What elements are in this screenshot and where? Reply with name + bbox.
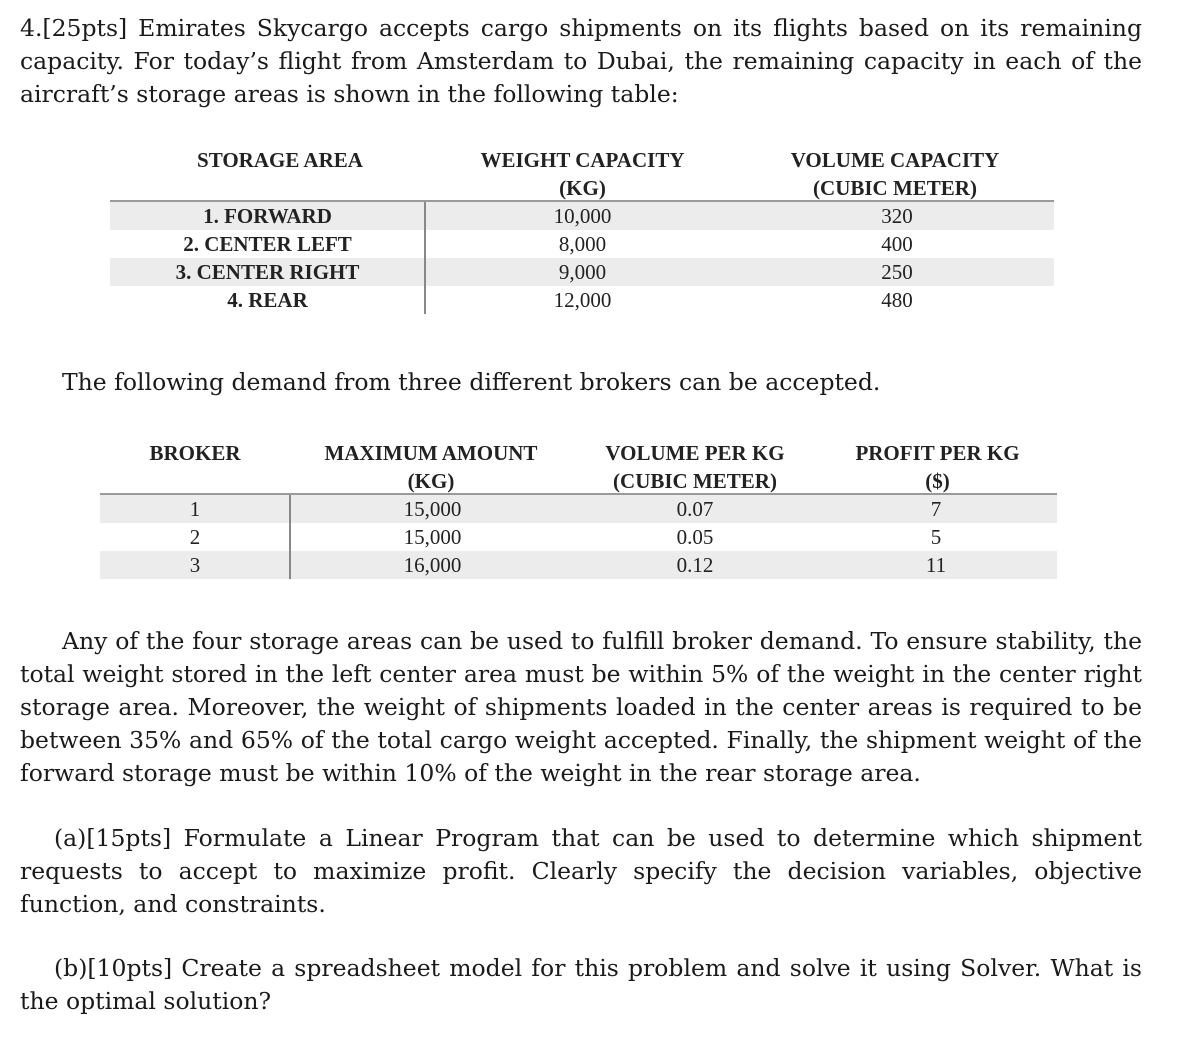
volume-per-kg-cell: 0.07 <box>676 497 714 521</box>
storage-area-cell: 2. CENTER LEFT <box>183 232 352 256</box>
table-row <box>110 230 1054 258</box>
part-a-question: (a)[15pts] Formulate a Linear Program that can be used to determine which shipment requests to accept to maximize profit. Clearly specify the decision variables, objective function, and constraints. <box>20 824 1142 918</box>
constraints-paragraph: Any of the four storage areas can be used to fulfill broker demand. To ensure stability, the total weight stored in the left center area must be within 5% of the weight in the center right storage area. Moreover, the weight of shipments loaded in the center areas is required to be between 35% and 65% of the total cargo weight accepted. Finally, the shipment weight of the forward storage must be within 10% of the weight in the rear storage area. <box>20 627 1142 787</box>
header-volume-capacity: VOLUME CAPACITY (CUBIC METER) <box>790 148 1000 200</box>
table-row <box>100 551 1057 579</box>
table-row <box>110 258 1054 286</box>
volume-cell: 480 <box>881 288 913 312</box>
storage-area-cell: 1. FORWARD <box>203 204 332 228</box>
volume-cell: 320 <box>881 204 913 228</box>
table-row <box>110 202 1054 230</box>
header-maximum-amount: MAXIMUM AMOUNT (KG) <box>324 441 538 493</box>
weight-cell: 10,000 <box>553 204 612 228</box>
broker-cell: 2 <box>189 525 201 549</box>
table-row <box>110 286 1054 314</box>
column-divider <box>289 495 291 579</box>
volume-per-kg-cell: 0.05 <box>676 525 714 549</box>
profit-per-kg-cell: 11 <box>925 553 947 577</box>
table-row <box>100 523 1057 551</box>
weight-cell: 9,000 <box>558 260 607 284</box>
storage-capacity-table <box>110 146 1054 316</box>
broker-demand-table <box>100 439 1057 581</box>
weight-cell: 8,000 <box>558 232 607 256</box>
broker-cell: 1 <box>189 497 201 521</box>
column-divider <box>424 202 426 314</box>
header-storage-area: STORAGE AREA <box>197 148 363 172</box>
max-amount-cell: 16,000 <box>403 553 462 577</box>
storage-area-cell: 4. REAR <box>227 288 308 312</box>
problem-intro: 4.[25pts] Emirates Skycargo accepts cargo shipments on its flights based on its remaining capacity. For today’s flight from Amsterdam to Dubai, the remaining capacity in each of the aircraft’s storage areas is shown in the following table: <box>20 14 1142 108</box>
volume-per-kg-cell: 0.12 <box>676 553 714 577</box>
volume-cell: 250 <box>881 260 913 284</box>
storage-area-cell: 3. CENTER RIGHT <box>175 260 360 284</box>
max-amount-cell: 15,000 <box>403 497 462 521</box>
profit-per-kg-cell: 5 <box>930 525 942 549</box>
volume-cell: 400 <box>881 232 913 256</box>
header-profit-per-kg: PROFIT PER KG ($) <box>855 441 1020 493</box>
weight-cell: 12,000 <box>553 288 612 312</box>
header-broker: BROKER <box>149 441 241 465</box>
part-b-question: (b)[10pts] Create a spreadsheet model for this problem and solve it using Solver. What is the optimal solution? <box>20 954 1142 1015</box>
table-row <box>100 495 1057 523</box>
broker-cell: 3 <box>189 553 201 577</box>
profit-per-kg-cell: 7 <box>930 497 942 521</box>
header-volume-per-kg: VOLUME PER KG (CUBIC METER) <box>605 441 785 493</box>
demand-intro: The following demand from three different brokers can be accepted. <box>62 368 881 396</box>
max-amount-cell: 15,000 <box>403 525 462 549</box>
header-weight-capacity: WEIGHT CAPACITY (KG) <box>480 148 685 200</box>
